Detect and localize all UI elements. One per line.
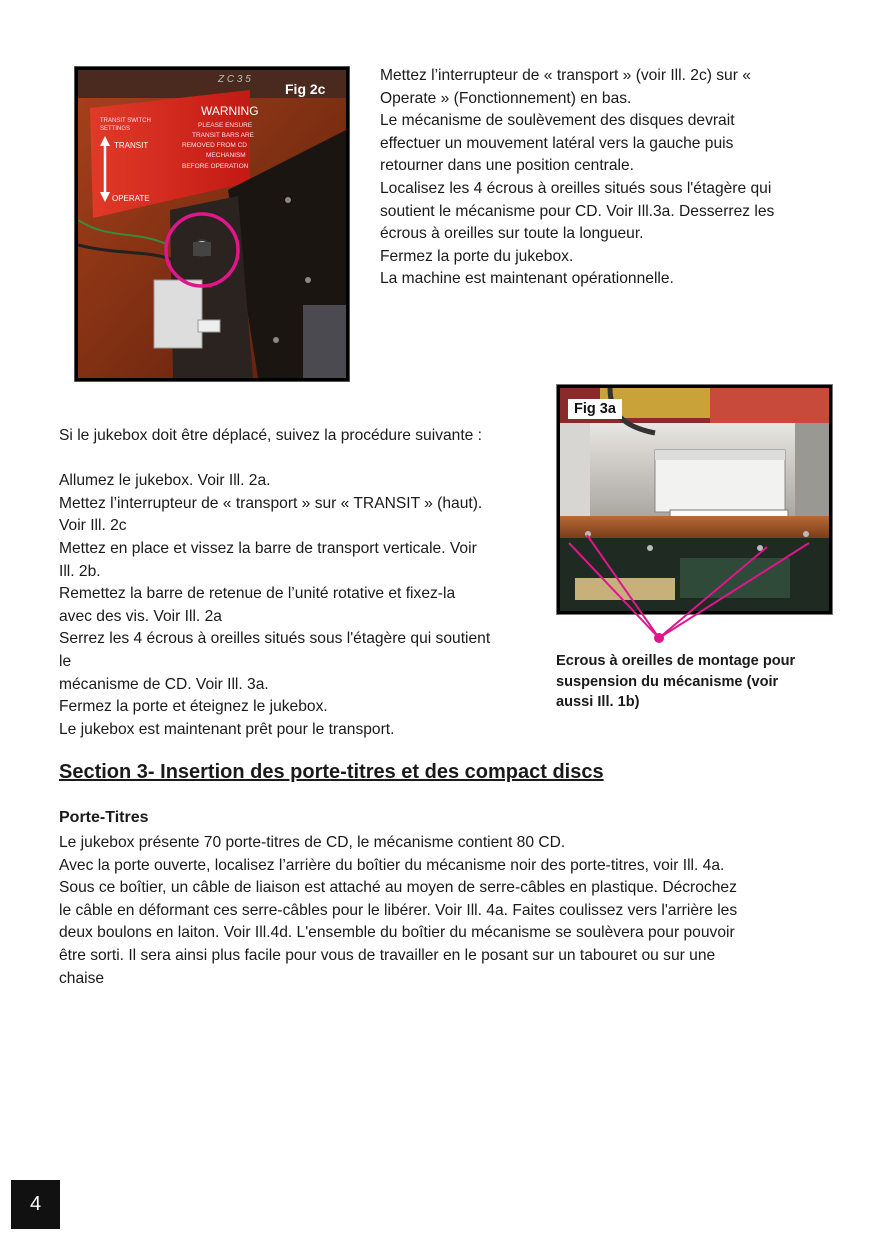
sign-right-text-4: MECHANISM [206, 152, 246, 159]
section-3-line: Avec la porte ouverte, localisez l’arrière du boîtier du mécanisme noir des porte-titres, voir Ill. 4a. [59, 856, 725, 874]
transport-line: Allumez le jukebox. Voir Ill. 2a. [59, 472, 271, 490]
sign-right-text-3: REMOVED FROM CD [182, 142, 247, 149]
sign-transit: TRANSIT [114, 141, 149, 150]
sign-right-text-2: TRANSIT BARS ARE [192, 132, 255, 139]
section-3-line: être sorti. Il sera ainsi plus facile pour vous de travailler en le posant sur un tabouret ou sur une [59, 946, 716, 964]
transport-line: Mettez en place et vissez la barre de transport verticale. Voir [59, 539, 477, 557]
section-3-line: le câble en déformant ces serre-câbles pour le libérer. Voir Ill. 4a. Faites coulissez vers l'arrière les [59, 901, 738, 919]
sign-left-text-1: TRANSIT SWITCH [100, 118, 151, 124]
intro-line: Fermez la porte du jukebox. [380, 247, 574, 265]
wing-nut-pointer-lines [557, 385, 874, 655]
intro-line: Operate » (Fonctionnement) en bas. [380, 89, 632, 107]
fig-2c-illustration [78, 70, 346, 378]
intro-line: La machine est maintenant opérationnelle. [380, 270, 674, 288]
intro-line: Localisez les 4 écrous à oreilles situés sous l'étagère qui [380, 179, 772, 197]
transport-line: Voir Ill. 2c [59, 517, 127, 535]
fig-2c-label: Fig 2c [285, 81, 326, 97]
section-3-line: deux boulons en laiton. Voir Ill.4d. L'ensemble du boîtier du mécanisme se soulèvera pour pouvoir [59, 924, 735, 942]
caption-line: aussi Ill. 1b) [556, 694, 640, 710]
transport-intro: Si le jukebox doit être déplacé, suivez la procédure suivante : [59, 427, 483, 444]
transport-procedure [59, 425, 490, 741]
transport-line: mécanisme de CD. Voir Ill. 3a. [59, 675, 269, 693]
fig-3a-caption [556, 651, 795, 713]
fig-2c-photo [75, 67, 349, 381]
pointer-dot [654, 633, 664, 643]
transport-line: Fermez la porte et éteignez le jukebox. [59, 698, 328, 716]
caption-line: Ecrous à oreilles de montage pour [556, 653, 796, 669]
intro-line: écrous à oreilles sur toute la longueur. [380, 225, 644, 243]
sign-operate: OPERATE [112, 194, 150, 203]
sign-left-text-2: SETTINGS [100, 126, 131, 132]
porte-titres-subtitle: Porte-Titres [59, 809, 149, 826]
section-3-line: chaise [59, 969, 105, 987]
section-3-body [59, 832, 737, 990]
sign-warning: WARNING [201, 104, 259, 118]
section-3-line: Le jukebox présente 70 porte-titres de CD, le mécanisme contient 80 CD. [59, 834, 566, 851]
svg-text:Z C 3 5: Z C 3 5 [218, 74, 251, 85]
transport-line: Mettez l’interrupteur de « transport » sur « TRANSIT » (haut). [59, 494, 483, 512]
transport-line: Le jukebox est maintenant prêt pour le transport. [59, 720, 395, 738]
fig-3a-label: Fig 3a [568, 399, 622, 419]
intro-line: retourner dans une position centrale. [380, 157, 634, 175]
intro-line: effectuer un mouvement latéral vers la gauche puis [380, 134, 734, 152]
caption-line: suspension du mécanisme (voir [556, 673, 779, 690]
transport-line: Ill. 2b. [59, 562, 101, 580]
transport-line: Remettez la barre de retenue de l’unité rotative et fixez-la [59, 585, 456, 603]
section-3-title: Section 3- Insertion des porte-titres et des compact discs [59, 761, 604, 783]
sign-right-text-5: BEFORE OPERATION [182, 163, 249, 170]
transport-line: Serrez les 4 écrous à oreilles situés sous l'étagère qui soutient [59, 630, 491, 648]
intro-line: Le mécanisme de soulèvement des disques devrait [380, 112, 735, 130]
page-number: 4 [11, 1180, 60, 1229]
transport-line: le [59, 652, 72, 670]
sign-right-text-1: PLEASE ENSURE [198, 122, 253, 129]
intro-line: Mettez l’interrupteur de « transport » (voir Ill. 2c) sur « [380, 67, 751, 84]
intro-paragraph [380, 65, 774, 291]
section-3-line: Sous ce boîtier, un câble de liaison est attaché au moyen de serre-câbles en plastique. Décrochez [59, 879, 737, 897]
transport-line: avec des vis. Voir Ill. 2a [59, 607, 222, 625]
intro-line: soutient le mécanisme pour CD. Voir Ill.3a. Desserrez les [380, 202, 775, 220]
